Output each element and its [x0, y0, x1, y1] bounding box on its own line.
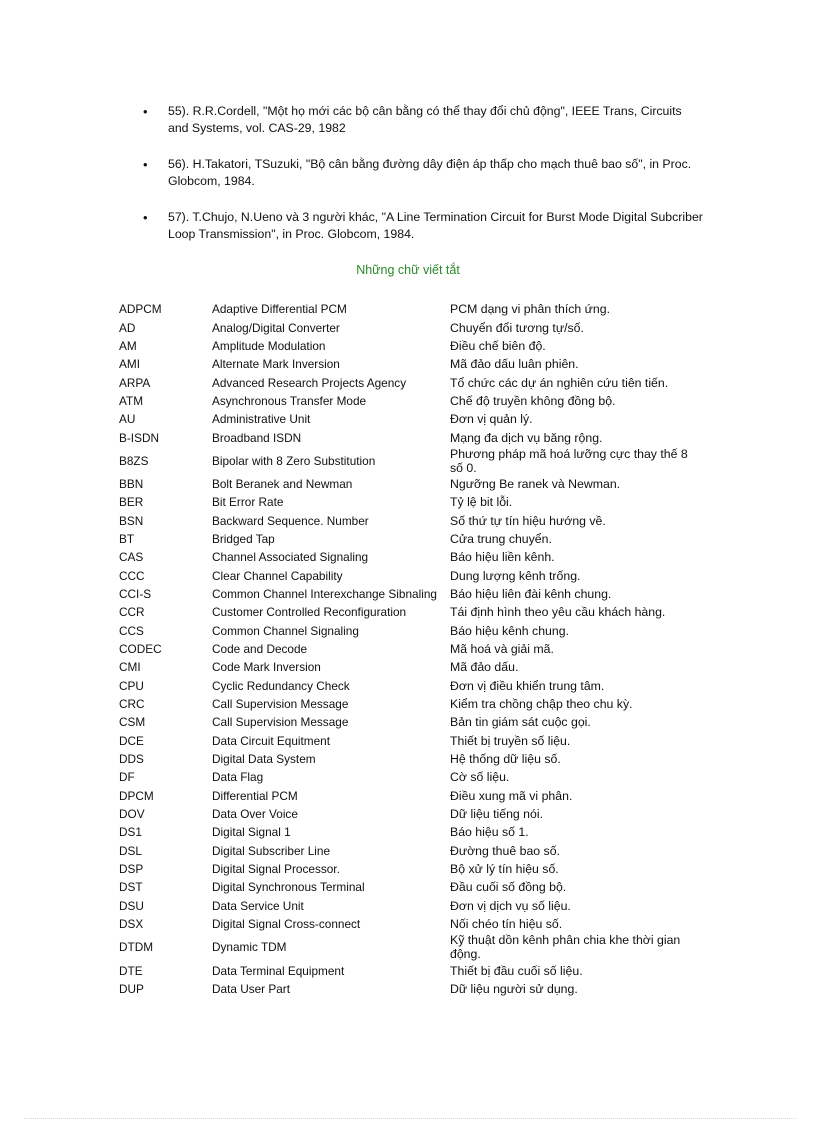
english-term-cell: Cyclic Redundancy Check — [212, 678, 350, 693]
english-term-cell: Code and Decode — [212, 642, 308, 657]
english-term-cell: Digital Signal 1 — [212, 825, 291, 840]
english-term-cell: Differential PCM — [212, 788, 298, 803]
table-row — [119, 823, 702, 841]
english-term-cell: Code Mark Inversion — [212, 660, 321, 675]
vietnamese-term-cell: Dữ liệu tiếng nói. — [450, 807, 543, 822]
vietnamese-term-cell: Đơn vị quản lý. — [450, 412, 533, 427]
english-term-cell: Bridged Tap — [212, 531, 275, 546]
abbreviation-cell: CAS — [119, 550, 144, 565]
bullet-icon: • — [143, 157, 148, 172]
table-row — [119, 373, 702, 391]
table-row — [119, 447, 702, 475]
vietnamese-term-cell: Bộ xử lý tín hiệu số. — [450, 862, 559, 877]
abbreviation-cell: BSN — [119, 513, 144, 528]
english-term-cell: Data Flag — [212, 770, 264, 785]
vietnamese-term-cell: Mã đảo dấu. — [450, 660, 519, 675]
vietnamese-term-cell: Ngưỡng Be ranek và Newman. — [450, 476, 621, 491]
table-row — [119, 318, 702, 336]
table-row — [119, 695, 702, 713]
abbreviation-cell: BT — [119, 531, 135, 546]
english-term-cell: Common Channel Signaling — [212, 623, 359, 638]
table-row — [119, 677, 702, 695]
vietnamese-term-cell: Đầu cuối số đồng bộ. — [450, 880, 567, 895]
table-row — [119, 933, 702, 961]
english-term-cell: Adaptive Differential PCM — [212, 302, 347, 317]
table-row — [119, 750, 702, 768]
english-term-cell: Digital Synchronous Terminal — [212, 880, 365, 895]
abbreviation-cell: CODEC — [119, 642, 162, 657]
vietnamese-term-cell: Điều chế biên độ. — [450, 338, 546, 353]
table-row — [119, 640, 702, 658]
vietnamese-term-cell: Tái định hình theo yêu cầu khách hàng. — [450, 605, 666, 620]
vietnamese-term-cell: Mã hoá và giải mã. — [450, 642, 554, 657]
english-term-cell: Data Over Voice — [212, 807, 298, 822]
vietnamese-term-cell: Đơn vị dịch vụ số liệu. — [450, 898, 571, 913]
table-row — [119, 475, 702, 493]
vietnamese-term-cell: Mã đảo dấu luân phiên. — [450, 357, 579, 372]
abbreviation-cell: CCI-S — [119, 586, 152, 601]
table-row — [119, 622, 702, 640]
vietnamese-term-cell: Mạng đa dịch vụ băng rộng. — [450, 430, 603, 445]
table-row — [119, 860, 702, 878]
abbreviation-cell: DSP — [119, 862, 144, 877]
reference-item — [143, 209, 703, 243]
abbreviation-cell: ATM — [119, 393, 144, 408]
page-divider — [24, 1118, 796, 1119]
abbreviation-cell: CCC — [119, 568, 145, 583]
table-row — [119, 355, 702, 373]
english-term-cell: Digital Data System — [212, 752, 316, 767]
bullet-icon: • — [143, 210, 148, 225]
abbreviation-cell: DF — [119, 770, 135, 785]
vietnamese-term-cell: Kỹ thuật dồn kênh phân chia khe thời gian động. — [450, 933, 681, 962]
abbreviation-table — [119, 300, 702, 998]
english-term-cell: Digital Signal Cross-connect — [212, 917, 361, 932]
table-row — [119, 915, 702, 933]
abbreviation-cell: CSM — [119, 715, 146, 730]
vietnamese-term-cell: Chuyển đổi tương tự/số. — [450, 320, 584, 335]
vietnamese-term-cell: Số thứ tự tín hiệu hướng về. — [450, 513, 606, 528]
abbreviation-cell: ADPCM — [119, 302, 162, 317]
english-term-cell: Advanced Research Projects Agency — [212, 375, 407, 390]
table-row — [119, 787, 702, 805]
vietnamese-term-cell: Cửa trung chuyển. — [450, 531, 552, 546]
english-term-cell: Common Channel Interexchange Sibnaling — [212, 586, 437, 601]
vietnamese-term-cell: Kiểm tra chồng chập theo chu kỳ. — [450, 697, 633, 712]
reference-item — [143, 156, 703, 190]
abbreviation-cell: AD — [119, 320, 136, 335]
abbreviation-cell: BER — [119, 495, 144, 510]
table-row — [119, 300, 702, 318]
table-row — [119, 392, 702, 410]
english-term-cell: Backward Sequence. Number — [212, 513, 369, 528]
abbreviation-cell: AMI — [119, 357, 140, 372]
reference-text: 56). H.Takatori, TSuzuki, "Bộ cân bằng đường dây điện áp thấp cho mạch thuê bao số", in Proc. Globcom, 1984. — [168, 157, 692, 188]
english-term-cell: Administrative Unit — [212, 412, 311, 427]
english-term-cell: Customer Controlled Reconfiguration — [212, 605, 407, 620]
abbreviation-cell: DSU — [119, 898, 144, 913]
table-row — [119, 842, 702, 860]
vietnamese-term-cell: Điều xung mã vi phân. — [450, 788, 573, 803]
english-term-cell: Asynchronous Transfer Mode — [212, 393, 367, 408]
vietnamese-term-cell: Chế độ truyền không đồng bộ. — [450, 393, 616, 408]
english-term-cell: Data Service Unit — [212, 898, 304, 913]
abbreviation-cell: DTE — [119, 963, 143, 978]
vietnamese-term-cell: Tổ chức các dự án nghiên cứu tiên tiến. — [450, 375, 669, 390]
vietnamese-term-cell: Bản tin giám sát cuộc gọi. — [450, 715, 591, 730]
table-row — [119, 768, 702, 786]
abbreviation-cell: DSX — [119, 917, 144, 932]
bullet-icon: • — [143, 104, 148, 119]
english-term-cell: Dynamic TDM — [212, 940, 287, 955]
vietnamese-term-cell: Thiết bị truyền số liệu. — [450, 733, 571, 748]
vietnamese-term-cell: Báo hiệu liền kênh. — [450, 550, 555, 565]
abbreviation-cell: DSL — [119, 843, 142, 858]
english-term-cell: Call Supervision Message — [212, 697, 349, 712]
abbreviation-cell: DST — [119, 880, 143, 895]
vietnamese-term-cell: Cờ số liệu. — [450, 770, 510, 785]
table-row — [119, 897, 702, 915]
reference-item — [143, 103, 703, 137]
vietnamese-term-cell: Phương pháp mã hoá lưỡng cực thay thế 8 số 0. — [450, 446, 688, 475]
abbreviation-cell: B8ZS — [119, 453, 149, 468]
vietnamese-term-cell: Báo hiệu số 1. — [450, 825, 529, 840]
vietnamese-term-cell: PCM dạng vi phân thích ứng. — [450, 302, 610, 317]
table-row — [119, 658, 702, 676]
reference-list — [143, 103, 703, 262]
abbreviation-cell: CCR — [119, 605, 145, 620]
vietnamese-term-cell: Đường thuê bao số. — [450, 843, 560, 858]
table-row — [119, 566, 702, 584]
vietnamese-term-cell: Báo hiệu kênh chung. — [450, 623, 569, 638]
abbreviation-cell: DS1 — [119, 825, 142, 840]
abbreviation-cell: CCS — [119, 623, 144, 638]
abbreviation-cell: DPCM — [119, 788, 154, 803]
table-row — [119, 732, 702, 750]
abbreviation-cell: DOV — [119, 807, 145, 822]
abbreviation-cell: AU — [119, 412, 136, 427]
english-term-cell: Data Circuit Equitment — [212, 733, 331, 748]
english-term-cell: Bit Error Rate — [212, 495, 284, 510]
english-term-cell: Digital Subscriber Line — [212, 843, 331, 858]
english-term-cell: Amplitude Modulation — [212, 338, 326, 353]
reference-text: 57). T.Chujo, N.Ueno và 3 người khác, "A Line Termination Circuit for Burst Mode Digital Subcriber Loop Transmission", in Proc. Globcom, 1984. — [168, 210, 703, 241]
table-row — [119, 428, 702, 446]
table-row — [119, 493, 702, 511]
table-row — [119, 585, 702, 603]
abbreviation-cell: CRC — [119, 697, 145, 712]
english-term-cell: Analog/Digital Converter — [212, 320, 340, 335]
vietnamese-term-cell: Tỷ lệ bit lỗi. — [450, 495, 513, 510]
reference-text: 55). R.R.Cordell, "Một họ mới các bộ cân bằng có thể thay đổi chủ động", IEEE Trans, Circuits and Systems, vol. CAS-29, 1982 — [168, 104, 682, 135]
vietnamese-term-cell: Nối chéo tín hiệu số. — [450, 917, 563, 932]
table-row — [119, 878, 702, 896]
vietnamese-term-cell: Dữ liệu người sử dụng. — [450, 981, 578, 996]
abbreviation-cell: DCE — [119, 733, 144, 748]
abbreviation-cell: DDS — [119, 752, 144, 767]
english-term-cell: Call Supervision Message — [212, 715, 349, 730]
english-term-cell: Data User Part — [212, 981, 291, 996]
vietnamese-term-cell: Hệ thống dữ liệu số. — [450, 752, 561, 767]
abbreviation-cell: DUP — [119, 981, 144, 996]
english-term-cell: Broadband ISDN — [212, 430, 302, 445]
english-term-cell: Bipolar with 8 Zero Substitution — [212, 453, 376, 468]
abbreviation-cell: DTDM — [119, 940, 154, 955]
abbreviation-cell: ARPA — [119, 375, 151, 390]
abbreviation-cell: CPU — [119, 678, 144, 693]
table-row — [119, 511, 702, 529]
table-row — [119, 530, 702, 548]
section-title: Những chữ viết tắt — [356, 263, 460, 277]
table-row — [119, 961, 702, 979]
table-row — [119, 410, 702, 428]
vietnamese-term-cell: Đơn vị điều khiển trung tâm. — [450, 678, 605, 693]
english-term-cell: Digital Signal Processor. — [212, 862, 340, 877]
table-row — [119, 337, 702, 355]
english-term-cell: Bolt Beranek and Newman — [212, 476, 353, 491]
vietnamese-term-cell: Thiết bị đầu cuối số liệu. — [450, 963, 583, 978]
abbreviation-cell: AM — [119, 338, 137, 353]
english-term-cell: Alternate Mark Inversion — [212, 357, 340, 372]
table-row — [119, 603, 702, 621]
english-term-cell: Clear Channel Capability — [212, 568, 343, 583]
table-row — [119, 548, 702, 566]
english-term-cell: Data Terminal Equipment — [212, 963, 345, 978]
table-row — [119, 713, 702, 731]
abbreviation-cell: BBN — [119, 476, 144, 491]
table-row — [119, 805, 702, 823]
vietnamese-term-cell: Báo hiệu liên đài kênh chung. — [450, 586, 612, 601]
table-row — [119, 980, 702, 998]
abbreviation-cell: CMI — [119, 660, 141, 675]
english-term-cell: Channel Associated Signaling — [212, 550, 369, 565]
abbreviation-cell: B-ISDN — [119, 430, 159, 445]
vietnamese-term-cell: Dung lượng kênh trống. — [450, 568, 581, 583]
